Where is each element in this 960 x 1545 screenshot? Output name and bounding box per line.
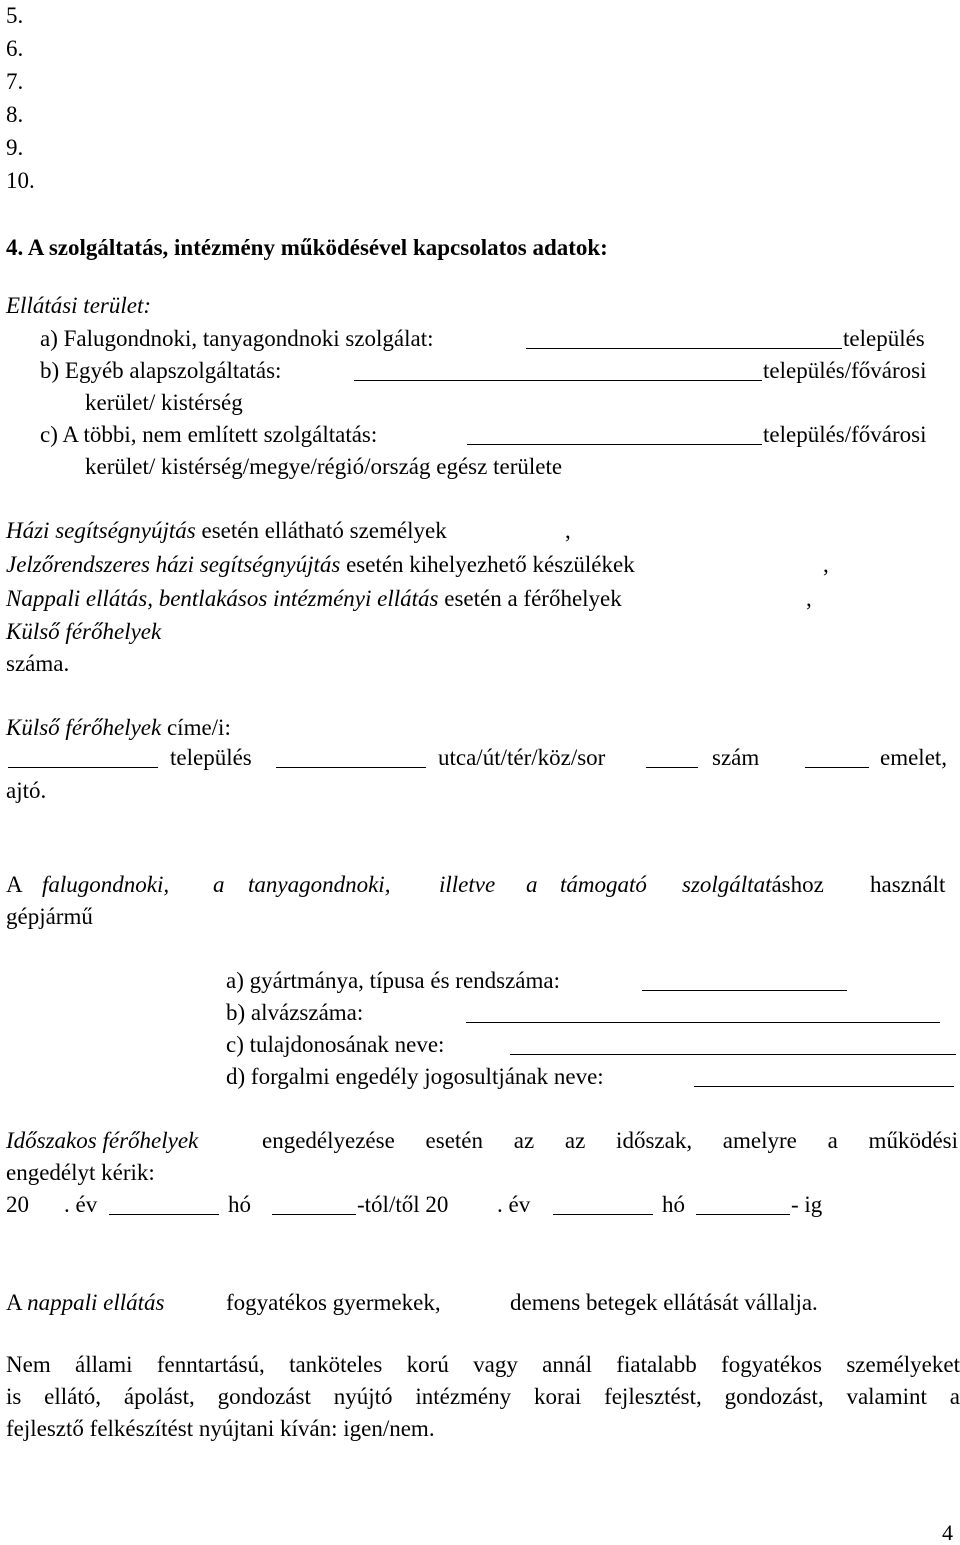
- vehicle-word-3: a: [213, 872, 225, 897]
- external-address-label: [6, 716, 231, 739]
- periodic-line-2: engedélyt kérik:: [6, 1160, 155, 1185]
- periodic-year-field-2[interactable]: [553, 1193, 653, 1219]
- area-item-b-label: b) Egyéb alapszolgáltatás:: [40, 358, 282, 383]
- floor-word: emelet,: [880, 745, 948, 770]
- capacity-3-text: esetén a férőhelyek: [438, 586, 622, 611]
- page-number: 4: [942, 1520, 953, 1545]
- area-item-b-cont: kerület/ kistérség: [85, 390, 243, 415]
- vehicle-line-2: gépjármű: [6, 904, 93, 929]
- nonstate-line-3: fejlesztő felkészítést nyújtani kíván: igen/nem.: [6, 1416, 435, 1441]
- capacity-line-3: [6, 587, 622, 610]
- day-care-term: nappali ellátás: [27, 1290, 165, 1315]
- area-item-a-suffix: település: [843, 326, 925, 351]
- vehicle-word-8-rest: áshoz: [771, 872, 824, 897]
- area-item-b-suffix: település/fővárosi: [763, 358, 927, 383]
- vehicle-word-9: használt: [870, 872, 946, 897]
- settlement-word: település: [170, 745, 252, 770]
- vehicle-item-c-label: c) tulajdonosának neve:: [226, 1032, 445, 1057]
- periodic-month-field-2[interactable]: [696, 1193, 790, 1219]
- capacity-1-comma: ,: [565, 518, 571, 543]
- day-care-line: [6, 1291, 164, 1314]
- nonstate-line-2-text: is ellátó, ápolást, gondozást nyújtó intézmény korai fejlesztést, gondozást, valamint a: [6, 1384, 960, 1409]
- capacity-2-term: Jelzőrendszeres házi segítségnyújtás: [6, 552, 341, 577]
- vehicle-item-a-label: a) gyártmánya, típusa és rendszáma:: [226, 968, 561, 993]
- floor-field[interactable]: [805, 746, 869, 772]
- periodic-text-words: engedélyezése esetén az az időszak, amelyre a működési: [262, 1128, 958, 1153]
- numbered-item-7: 7.: [6, 69, 24, 94]
- street-word: utca/út/tér/köz/sor: [438, 745, 606, 770]
- periodic-ho-1: hó: [228, 1192, 251, 1217]
- nonstate-line-2: [6, 1385, 960, 1408]
- vehicle-item-d-label: d) forgalmi engedély jogosultjának neve:: [226, 1064, 604, 1089]
- area-item-c-cont: kerület/ kistérség/megye/régió/ország egész területe: [85, 454, 563, 479]
- external-address-term: Külső férőhelyek: [6, 715, 162, 740]
- area-item-a-field[interactable]: [526, 327, 842, 353]
- numbered-item-10: 10.: [6, 168, 35, 193]
- vehicle-word-6: a: [526, 872, 538, 897]
- periodic-year-1: 20: [6, 1192, 29, 1217]
- nonstate-line-1-text: Nem állami fenntartású, tanköteles korú vagy annál fiatalabb fogyatékos személyeket: [6, 1352, 960, 1377]
- vehicle-item-a-field[interactable]: [642, 969, 847, 995]
- nonstate-line-1: [6, 1353, 960, 1376]
- vehicle-word-5: illetve: [439, 872, 496, 897]
- numbered-item-9: 9.: [6, 135, 24, 160]
- area-item-c-suffix: település/fővárosi: [763, 422, 927, 447]
- vehicle-word-2: falugondnoki,: [42, 872, 170, 897]
- periodic-year-field-1[interactable]: [109, 1193, 219, 1219]
- vehicle-word-8: [682, 873, 824, 896]
- capacity-count-label: száma.: [6, 651, 70, 676]
- vehicle-word-4: tanyagondnoki,: [248, 872, 391, 897]
- periodic-tol: -tól/től 20: [357, 1192, 449, 1217]
- settlement-field[interactable]: [8, 746, 158, 772]
- day-care-option-2: demens betegek ellátását vállalja.: [510, 1290, 818, 1315]
- capacity-line-1: [6, 519, 447, 542]
- numbered-item-5: 5.: [6, 3, 24, 28]
- capacity-1-text: esetén ellátható személyek: [195, 518, 447, 543]
- area-item-a-label: a) Falugondnoki, tanyagondnoki szolgálat:: [40, 326, 434, 351]
- vehicle-item-b-label: b) alvázszáma:: [226, 1000, 364, 1025]
- street-field[interactable]: [276, 746, 426, 772]
- vehicle-word-7: támogató: [560, 872, 647, 897]
- numbered-item-8: 8.: [6, 102, 24, 127]
- capacity-line-2: [6, 553, 635, 576]
- capacity-3-comma: ,: [806, 586, 812, 611]
- number-field[interactable]: [646, 746, 698, 772]
- day-care-option-1[interactable]: fogyatékos gyermekek,: [226, 1290, 441, 1315]
- capacity-1-term: Házi segítségnyújtás: [6, 518, 196, 543]
- numbered-item-6: 6.: [6, 36, 24, 61]
- periodic-ig: - ig: [791, 1192, 823, 1217]
- area-item-a: [40, 327, 433, 350]
- capacity-2-text: esetén kihelyezhető készülékek: [340, 552, 635, 577]
- periodic-month-field-1[interactable]: [272, 1193, 356, 1219]
- periodic-text: [262, 1129, 958, 1152]
- capacity-4-term: Külső férőhelyek: [6, 619, 162, 644]
- number-word: szám: [712, 745, 760, 770]
- area-item-c-label: c) A többi, nem említett szolgáltatás:: [40, 422, 378, 447]
- section-heading: 4. A szolgáltatás, intézmény működésével kapcsolatos adatok:: [6, 235, 608, 260]
- day-care-prefix: A: [6, 1290, 28, 1315]
- area-label: Ellátási terület:: [6, 293, 152, 318]
- external-address-text: címe/i:: [161, 715, 231, 740]
- door-word: ajtó.: [6, 778, 47, 803]
- vehicle-word-8-it: szolgáltat: [682, 872, 772, 897]
- periodic-ho-2: hó: [662, 1192, 685, 1217]
- periodic-ev-2: . év: [497, 1192, 531, 1217]
- area-item-b-field[interactable]: [354, 359, 762, 385]
- vehicle-item-d-field[interactable]: [694, 1065, 954, 1091]
- area-item-c-field[interactable]: [467, 423, 762, 449]
- vehicle-item-c-field[interactable]: [510, 1033, 956, 1059]
- capacity-2-comma: ,: [823, 552, 829, 577]
- vehicle-word-1: A: [6, 872, 23, 897]
- capacity-3-term: Nappali ellátás, bentlakásos intézményi ellátás: [6, 586, 439, 611]
- vehicle-item-b-field[interactable]: [466, 1001, 940, 1027]
- periodic-term: Időszakos férőhelyek: [6, 1128, 199, 1153]
- periodic-ev-1: . év: [64, 1192, 98, 1217]
